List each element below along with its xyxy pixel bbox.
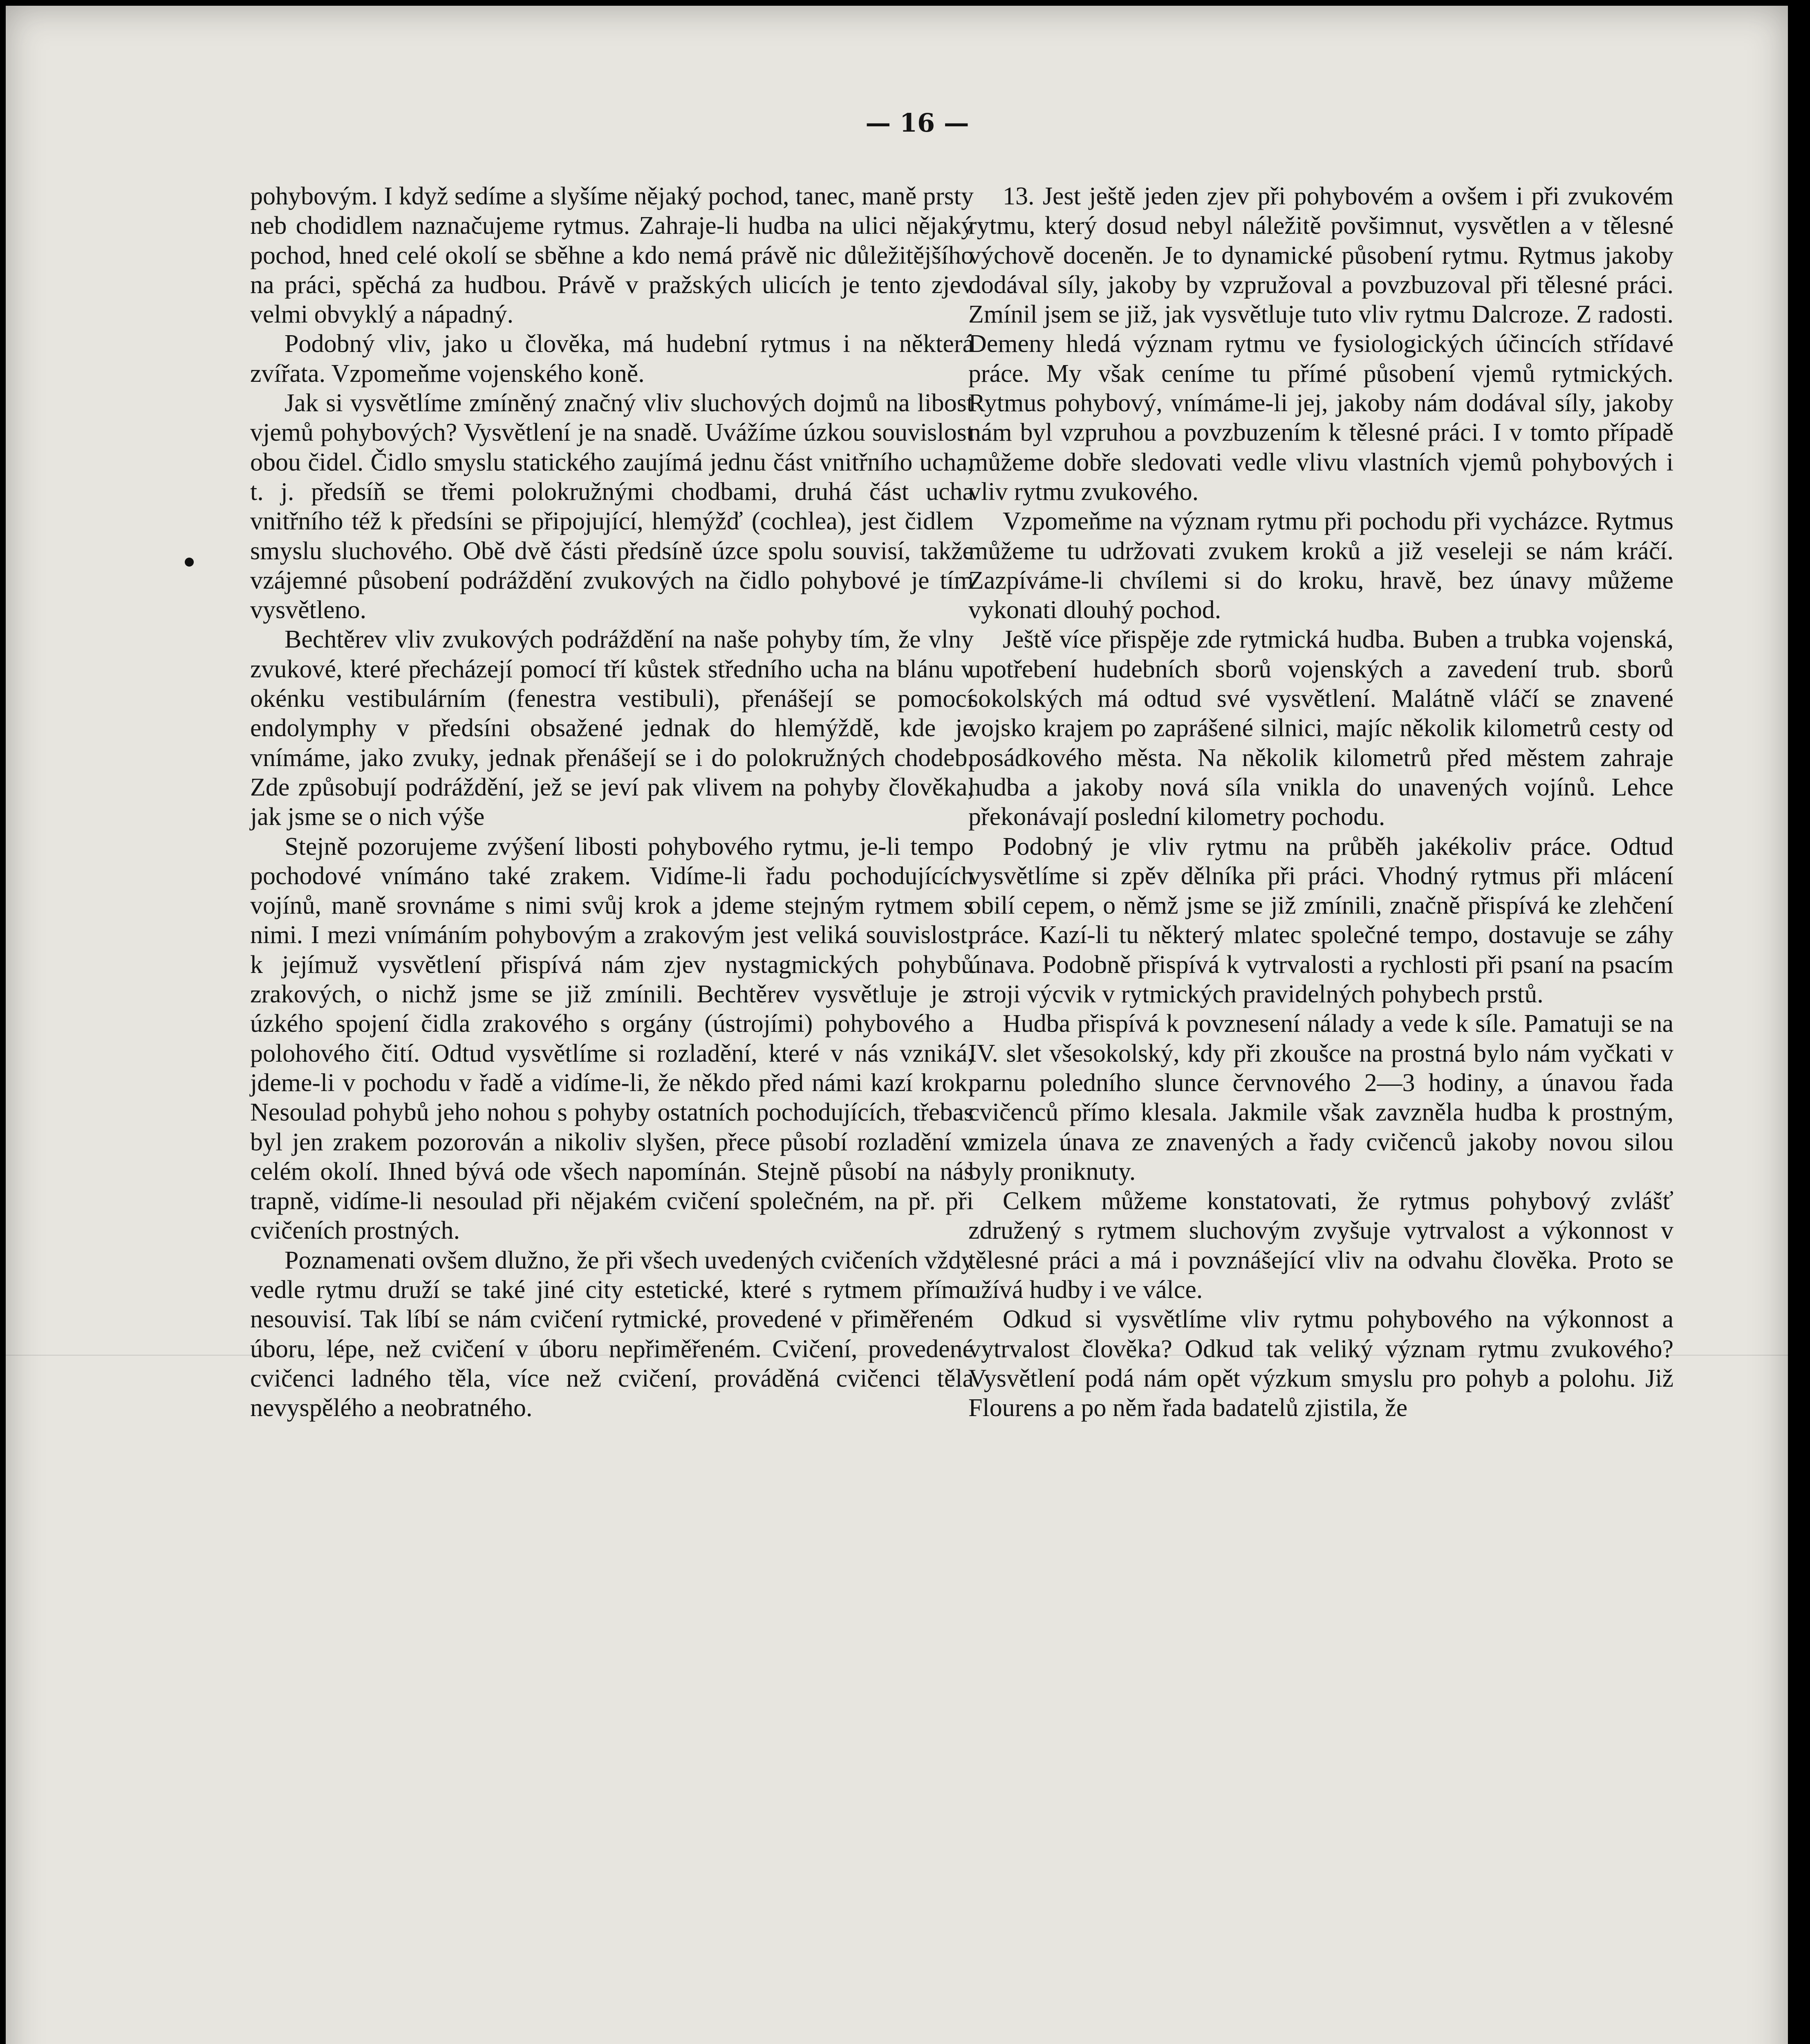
page-number: — 16 — xyxy=(865,108,969,138)
left-column xyxy=(250,182,974,1423)
paragraph: Celkem můžeme konstatovati, že rytmus pohybový zvlášť združený s rytmem sluchovým zvyšuje vytrvalost a výkonnost v tělesné práci a má i povznášející vliv na odvahu člověka. Proto se užívá hudby i ve válce. xyxy=(968,1187,1673,1304)
paragraph: Ještě více přispěje zde rytmická hudba. Buben a trubka vojenská, upotřebení hudebních sborů vojenských a zavedení trub. sborů sokolských má odtud své vysvětlení. Malátně vláčí se znavené vojsko krajem po zaprášené silnici, majíc několik kilometrů cesty od posádkového města. Na několik kilometrů před městem zahraje hudba a jakoby nová síla vnikla do unavených vojínů. Lehce překonávají poslední kilometry pochodu. xyxy=(968,625,1673,831)
paragraph: Stejně pozorujeme zvýšení libosti pohybového rytmu, je-li tempo pochodové vnímáno také zrakem. Vidíme-li řadu pochodujících vojínů, maně srovnáme s nimi svůj krok a jdeme stejným rytmem s nimi. I mezi vnímáním pohybovým a zrakovým jest veliká souvislost, k jejímuž vysvětlení přispívá nám zjev nystagmických pohybů zrakových, o nichž jsme se již zmínili. Bechtěrev vysvětluje je z úzkého spojení čidla zrakového s orgány (ústrojími) pohybového a polohového čití. Odtud vysvětlíme si rozladění, které v nás vzniká, jdeme-li v pochodu v řadě a vidíme-li, že někdo před námi kazí krok. Nesoulad pohybů jeho nohou s pohyby ostatních pochodujících, třebas byl jen zrakem pozorován a nikoliv slyšen, přece působí rozladění v celém okolí. Ihned bývá ode všech napomínán. Stejně působí na nás trapně, vidíme-li nesoulad při nějakém cvičení společném, na př. při cvičeních prostných. xyxy=(250,832,974,1245)
paragraph: Hudba přispívá k povznesení nálady a vede k síle. Pamatuji se na IV. slet všesokolský, kdy při zkoušce na prostná bylo nám vyčkati v parnu poledního slunce červnového 2—3 hodiny, a únavou řada cvičenců přímo klesala. Jakmile však zavzněla hudba k prostným, zmizela únava ze znavených a řady cvičenců jakoby novou silou byly proniknuty. xyxy=(968,1010,1673,1186)
right-column xyxy=(968,182,1673,1423)
paragraph: pohybovým. I když sedíme a slyšíme nějaký pochod, tanec, maně prsty neb chodidlem naznačujeme rytmus. Zahraje-li hudba na ulici nějaký pochod, hned celé okolí se sběhne a kdo nemá právě nic důležitějšího na práci, spěchá za hudbou. Právě v pražských ulicích je tento zjev velmi obvyklý a nápadný. xyxy=(250,182,974,329)
paragraph: Podobný je vliv rytmu na průběh jakékoliv práce. Odtud vysvětlíme si zpěv dělníka při práci. Vhodný rytmus při mlácení obilí cepem, o němž jsme se již zmínili, značně přispívá ke zlehčení práce. Kazí-li tu některý mlatec společné tempo, dostavuje se záhy únava. Podobně přispívá k vytrvalosti a rychlosti při psaní na psacím stroji výcvik v rytmických pravidelných pohybech prstů. xyxy=(968,832,1673,1009)
paragraph: Podobný vliv, jako u člověka, má hudební rytmus i na některá zvířata. Vzpomeňme vojenského koně. xyxy=(250,330,974,388)
paragraph: Poznamenati ovšem dlužno, že při všech uvedených cvičeních vždy vedle rytmu druží se také jiné city estetické, které s rytmem přímo nesouvisí. Tak líbí se nám cvičení rytmické, provedené v přiměřeném úboru, lépe, než cvičení v úboru nepřiměřeném. Cvičení, provedené cvičenci ladného těla, více než cvičení, prováděná cvičenci těla nevyspělého a neobratného. xyxy=(250,1246,974,1422)
paragraph: Vzpomeňme na význam rytmu při pochodu při vycházce. Rytmus můžeme tu udržovati zvukem kroků a již veseleji se nám kráčí. Zazpíváme-li chvílemi si do kroku, hravě, bez únavy můžeme vykonati dlouhý pochod. xyxy=(968,507,1673,624)
margin-dot xyxy=(185,558,194,567)
paragraph: Jak si vysvětlíme zmíněný značný vliv sluchových dojmů na libost vjemů pohybových? Vysvětlení je na snadě. Uvážíme úzkou souvislost obou čidel. Čidlo smyslu statického zaujímá jednu část vnitřního ucha, t. j. předsíň se třemi polokružnými chodbami, druhá část ucha vnitřního též k předsíni se připojující, hlemýžď (cochlea), jest čidlem smyslu sluchového. Obě dvě části předsíně úzce spolu souvisí, takže vzájemné působení podráždění zvukových na čidlo pohybové je tím vysvětleno. xyxy=(250,389,974,624)
paragraph: 13. Jest ještě jeden zjev při pohybovém a ovšem i při zvukovém rytmu, který dosud nebyl náležitě povšimnut, vysvětlen a v tělesné výchově doceněn. Je to dynamické působení rytmu. Rytmus jakoby dodával síly, jakoby by vzpružoval a povzbuzoval při tělesné práci. Zmínil jsem se již, jak vysvětluje tuto vliv rytmu Dalcroze. Z radosti. Demeny hledá význam rytmu ve fysiologických účincích střídavé práce. My však ceníme tu přímé působení vjemů rytmických. Rytmus pohybový, vnímáme-li jej, jakoby nám dodával síly, jakoby nám byl vzpruhou a povzbuzením k tělesné práci. I v tomto případě můžeme dobře sledovati vedle vlivu vlastních vjemů pohybových i vliv rytmu zvukového. xyxy=(968,182,1673,506)
scanned-page xyxy=(6,6,1788,2044)
paragraph: Bechtěrev vliv zvukových podráždění na naše pohyby tím, že vlny zvukové, které přecházejí pomocí tří kůstek středního ucha na blánu v okénku vestibulárním (fenestra vestibuli), přenášejí se pomocí endolymphy v předsíni obsažené jednak do hlemýždě, kde je vnímáme, jako zvuky, jednak přenášejí se i do polokružných chodeb. Zde způsobují podráždění, jež se jeví pak vlivem na pohyby člověka, jak jsme se o nich výše xyxy=(250,625,974,831)
paragraph: Odkud si vysvětlíme vliv rytmu pohybového na výkonnost a vytrvalost člověka? Odkud tak veliký význam rytmu zvukového? Vysvětlení podá nám opět výzkum smyslu pro pohyb a polohu. Již Flourens a po něm řada badatelů zjistila, že xyxy=(968,1305,1673,1422)
